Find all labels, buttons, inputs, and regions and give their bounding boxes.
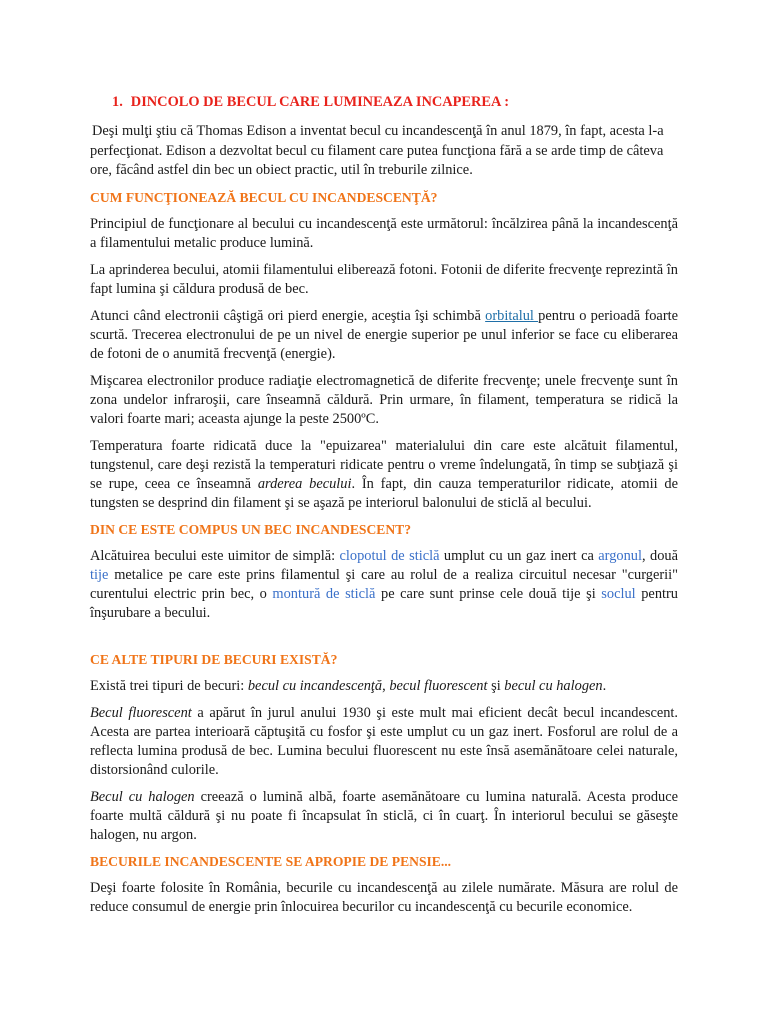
- paragraph-composition: [90, 547, 678, 623]
- italic-type: becul cu halogen: [504, 677, 603, 694]
- link-montura-de-sticla[interactable]: montură de sticlă: [272, 585, 376, 602]
- intro-paragraph: Deşi mulţi ştiu că Thomas Edison a inventat becul cu incandescenţă în anul 1879, în fapt, acesta l-a perfecţionat. Edison a dezvoltat becul cu filament care putea funcţiona fără a se arde timp de câteva ore, făcând astfel din bec un obiect practic, util în treburile zilnice.: [90, 123, 664, 178]
- italic-type: becul cu incandescenţă: [247, 677, 383, 694]
- text-span: creează o lumină albă, foarte asemănătoare cu lumina naturală. Acesta produce foarte multă căldură şi nu poate fi încapsulat în sticlă, ci în cuarţ. În interiorul becului se găseşte halogen, nu argon.: [90, 788, 679, 843]
- text-span: pe care sunt prinse cele două tije şi: [375, 585, 602, 602]
- link-tije[interactable]: tije: [90, 566, 109, 583]
- document-title: [112, 92, 678, 112]
- title-number: 1.: [112, 94, 123, 110]
- italic-halogen: Becul cu halogen: [90, 788, 195, 805]
- text-span: pentru înşurubare a becului.: [90, 585, 678, 621]
- section-heading-retirement: BECURILE INCANDESCENTE SE APROPIE DE PENSIE...: [90, 853, 452, 869]
- text-span: .: [602, 677, 607, 694]
- text-span: metalice pe care este prins filamentul şi care au rolul de a realiza circuitul necesar "curgerii" curentului electric prin bec, o: [90, 566, 678, 602]
- paragraph-three-types: [90, 677, 678, 696]
- italic-burning: arderea becului: [257, 475, 352, 492]
- text-span: Atunci când electronii câştigă ori pierd energie, aceştia îşi schimbă: [90, 307, 486, 324]
- text-span: şi: [487, 677, 505, 694]
- italic-fluorescent: Becul fluorescent: [90, 704, 192, 721]
- section-spacer: [90, 631, 678, 651]
- text-span: a apărut în jurul anului 1930 şi este mult mai eficient decât becul incandescent. Acesta are partea interioară căptuşită cu fosfor şi este umplut cu un gaz inert. Fosforul are rolul de a reflecta lumina produsă de bec. Lumina becului fluorescent nu este însă asemănătoare celei naturale, distorsionând culorile.: [90, 704, 679, 778]
- paragraph-fluorescent: [90, 704, 678, 780]
- link-clopotul-de-sticla[interactable]: clopotul de sticlă: [339, 547, 440, 564]
- link-orbitalul[interactable]: orbitalul: [485, 307, 539, 324]
- paragraph-radiation: Mişcarea electronilor produce radiaţie electromagnetică de diferite frecvenţe; unele frecvenţe sunt în zona undelor infraroşii, care înseamnă căldură. Prin urmare, în filament, temperatura se ridică la valori foarte mari; aceasta ajunge la peste 2500ºC.: [90, 372, 678, 427]
- link-soclul[interactable]: soclul: [601, 585, 636, 602]
- paragraph-electrons: [90, 307, 678, 364]
- paragraph-temperature: [90, 437, 678, 513]
- italic-type: becul fluorescent: [389, 677, 488, 694]
- section-heading-how-it-works: CUM FUNCŢIONEAZĂ BECUL CU INCANDESCENŢĂ?: [90, 189, 438, 205]
- section-heading-composition: DIN CE ESTE COMPUS UN BEC INCANDESCENT?: [90, 521, 412, 537]
- paragraph-principle: Principiul de funcţionare al becului cu incandescenţă este următorul: încălzirea până la incandescenţă a filamentului metalic produce lumină.: [90, 215, 678, 251]
- text-span: Alcătuirea becului este uimitor de simplă:: [90, 547, 340, 564]
- title-text: DINCOLO DE BECUL CARE LUMINEAZA INCAPEREA :: [130, 94, 509, 110]
- section-heading-other-types: CE ALTE TIPURI DE BECURI EXISTĂ?: [90, 651, 338, 667]
- paragraph-retirement: Deşi foarte folosite în România, becurile cu incandescenţă au zilele numărate. Măsura are rolul de reduce consumul de energie prin înlocuirea becurilor cu incandescenţă cu becurile economice.: [90, 879, 678, 915]
- text-span: , două: [642, 547, 678, 564]
- text-span: umplut cu un gaz inert ca: [439, 547, 599, 564]
- text-span: . În fapt, din cauza temperaturilor ridicate, atomii de tungsten se desprind din filament şi se aşază pe interiorul balonului de sticlă al becului.: [90, 475, 678, 511]
- document-page: [90, 92, 678, 925]
- text-span: ,: [382, 677, 390, 694]
- paragraph-halogen: [90, 788, 678, 845]
- paragraph-photons: La aprinderea becului, atomii filamentului eliberează fotoni. Fotonii de diferite frecvenţe reprezintă în fapt lumina şi căldura produsă de bec.: [90, 261, 678, 297]
- link-argonul[interactable]: argonul: [598, 547, 642, 564]
- text-span: Temperatura foarte ridicată duce la "epuizarea" materialului din care este alcătuit filamentul, tungstenul, care deşi rezistă la temperaturi ridicate pentru o vreme îndelungată, în timp se subţiază şi se rupe, ceea ce înseamnă: [90, 437, 678, 492]
- text-span: Există trei tipuri de becuri:: [90, 677, 248, 694]
- text-span: pentru o perioadă foarte scurtă. Trecerea electronului de pe un nivel de energie superior pe unul inferior se face cu eliberarea de fotoni de o anumită frecvenţă (energie).: [90, 307, 678, 362]
